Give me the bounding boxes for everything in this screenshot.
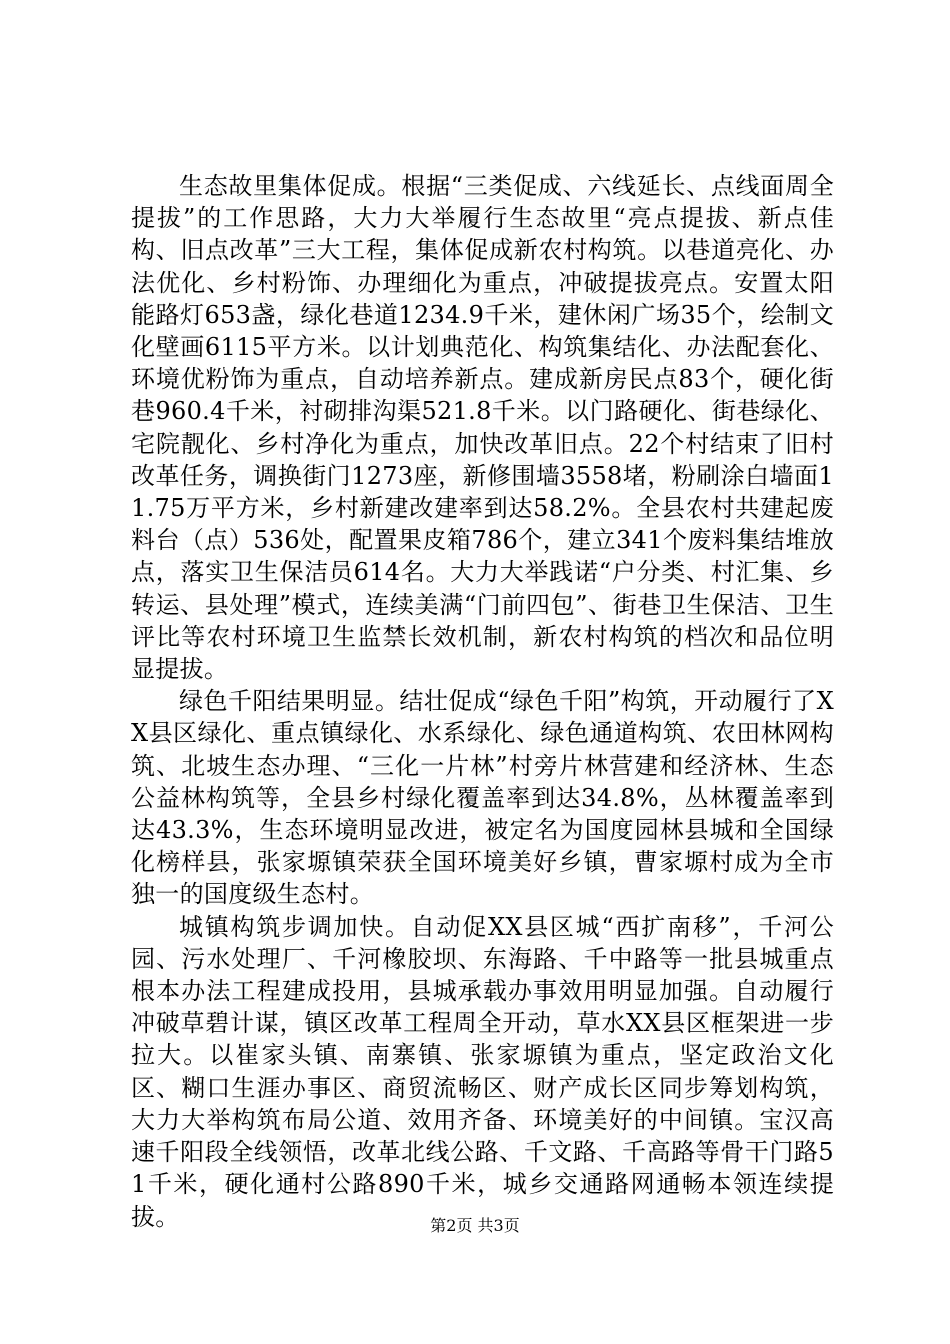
page-number-footer: 第2页 共3页	[430, 1216, 520, 1235]
paragraph-town-construction: 城镇构筑步调加快。自动促XX县区城“西扩南移”，千河公园、污水处理厂、千河橡胶坝、东海路、千中路等一批县城重点根本办法工程建成投用，县城承载办事效用明显加强。自动履行冲破草碧计谋，镇区改革工程周全开动，草水XX县区框架进一步拉大。以崔家头镇、南寨镇、张家塬镇为重点，坚定政治文化区、糊口生涯办事区、商贸流畅区、财产成长区同步筹划构筑，大力大举构筑布局公道、效用齐备、环境美好的中间镇。宝汉高速千阳段全线领悟，改革北线公路、千文路、千高路等骨干门路51千米，硬化通村公路890千米，城乡交通路网通畅本领连续提拔。	[131, 912, 834, 1231]
body-text	[131, 170, 834, 1233]
paragraph-ecological-village: 生态故里集体促成。根据“三类促成、六线延长、点线面周全提拔”的工作思路，大力大举履行生态故里“亮点提拔、新点佳构、旧点改革”三大工程，集体促成新农村构筑。以巷道亮化、办法优化、乡村粉饰、办理细化为重点，冲破提拔亮点。安置太阳能路灯653盏，绿化巷道1234.9千米，建休闲广场35个，绘制文化壁画6115平方米。以计划典范化、构筑集结化、办法配套化、环境优粉饰为重点，自动培养新点。建成新房民点83个，硬化街巷960.4千米，衬砌排沟渠521.8千米。以门路硬化、街巷绿化、宅院靓化、乡村净化为重点，加快改革旧点。22个村结束了旧村改革任务，调换街门1273座，新修围墙3558堵，粉刷涂白墙面11.75万平方米，乡村新建改建率到达58.2%。全县农村共建起废料台（点）536处，配置果皮箱786个，建立341个废料集结堆放点，落实卫生保洁员614名。大力大举践诺“户分类、村汇集、乡转运、县处理”模式，连续美满“门前四包”、街巷卫生保洁、卫生评比等农村环境卫生监禁长效机制，新农村构筑的档次和品位明显提拔。	[131, 172, 834, 684]
paragraph-green-qianyang: 绿色千阳结果明显。结壮促成“绿色千阳”构筑，开动履行了XX县区绿化、重点镇绿化、水系绿化、绿色通道构筑、农田林网构筑、北坡生态办理、“三化一片林”村旁片林营建和经济林、生态公益林构筑等，全县乡村绿化覆盖率到达34.8%，丛林覆盖率到达43.3%，生态环境明显改进，被定名为国度园林县城和全国绿化榜样县，张家塬镇荣获全国环境美好乡镇，曹家塬村成为全市独一的国度级生态村。	[131, 687, 834, 909]
